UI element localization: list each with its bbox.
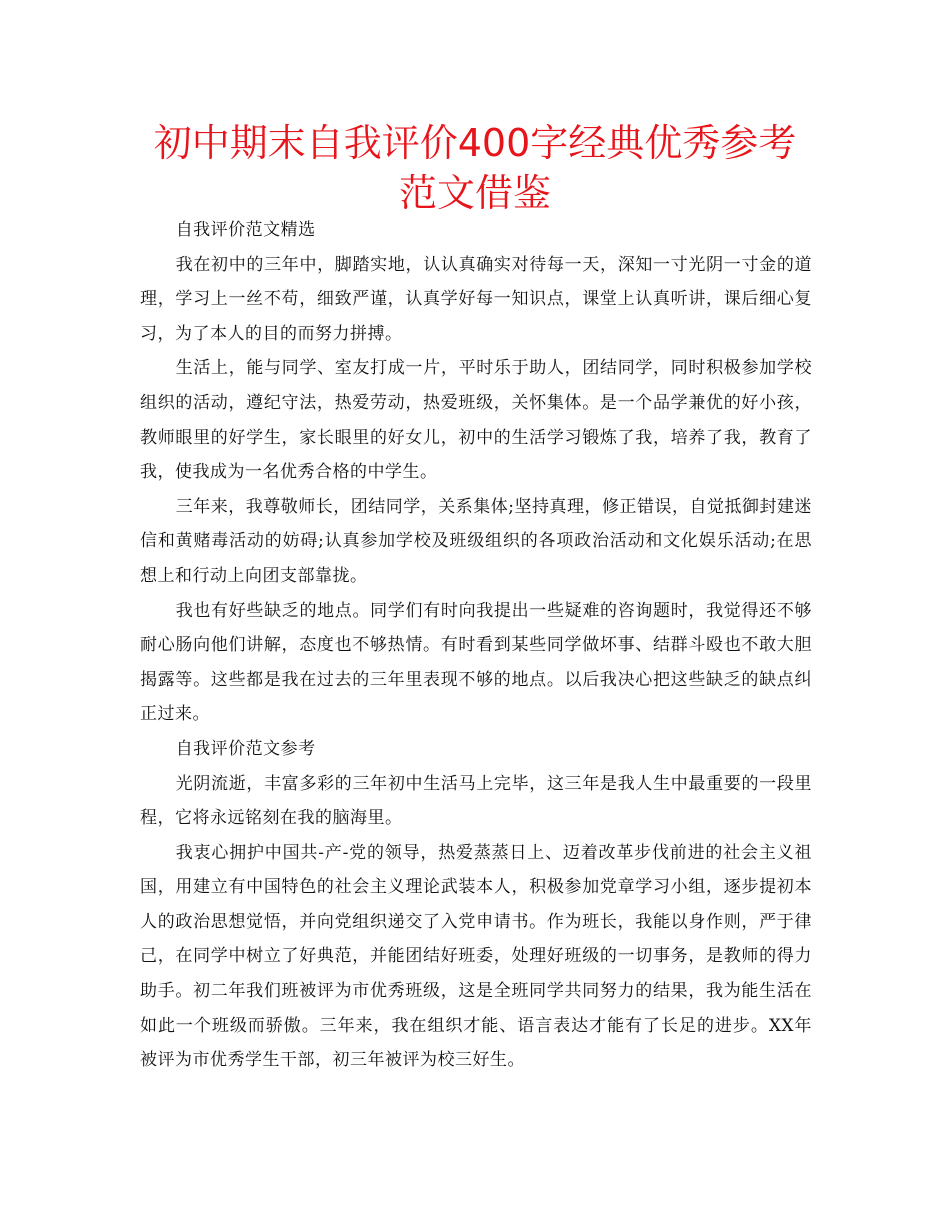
paragraph-politics-class: 我衷心拥护中国共-产-党的领导，热爱蒸蒸日上、迈着改革步伐前进的社会主义祖国，用建立有中国特色的社会主义理论武装本人，积极参加党章学习小组，逐步提初本人的政治思想觉悟，并向党组织递交了入党申请书。作为班长，我能以身作则，严于律己，在同学中树立了好典范，并能团结好班委，处理好班级的一切事务，是教师的得力助手。初二年我们班被评为市优秀班级，这是全班同学共同努力的结果，我为能生活在如此一个班级而骄傲。三年来，我在组织才能、语言表达才能有了长足的进步。XX年被评为市优秀学生干部，初三年被评为校三好生。 bbox=[140, 842, 812, 1071]
paragraph-time-passes: 光阴流逝，丰富多彩的三年初中生活马上完毕，这三年是我人生中最重要的一段里程，它将永远铭刻在我的脑海里。 bbox=[140, 773, 812, 829]
document-body bbox=[140, 213, 812, 1078]
paragraph-shortcomings: 我也有好些缺乏的地点。同学们有时向我提出一些疑难的咨询题时，我觉得还不够耐心肠向他们讲解，态度也不够热情。有时看到某些同学做坏事、结群斗殴也不敢大胆揭露等。这些都是我在过去的三年里表现不够的地点。以后我决心把这些缺乏的缺点纠正过来。 bbox=[140, 600, 812, 725]
document-title: 初中期末自我评价400字经典优秀参考范文借鉴 bbox=[153, 121, 797, 215]
paragraph-study: 我在初中的三年中，脚踏实地，认认真确实对待每一天，深知一寸光阴一寸金的道理，学习上一丝不苟，细致严谨，认真学好每一知识点，课堂上认真听讲，课后细心复习，为了本人的目的而努力拼搏。 bbox=[140, 254, 812, 344]
section-heading-reference: 自我评价范文参考 bbox=[175, 738, 316, 759]
section-heading-selected: 自我评价范文精选 bbox=[175, 220, 316, 240]
paragraph-three-years: 三年来，我尊敬师长，团结同学，关系集体;坚持真理，修正错误，自觉抵御封建迷信和黄赌毒活动的妨碍;认真参加学校及班级组织的各项政治活动和文化娱乐活动;在思想上和行动上向团支部靠拢。 bbox=[140, 496, 812, 586]
paragraph-life: 生活上，能与同学、室友打成一片，平时乐于助人，团结同学，同时积极参加学校组织的活动，遵纪守法，热爱劳动，热爱班级，关怀集体。是一个品学兼优的好小孩，教师眼里的好学生，家长眼里的好女儿，初中的生活学习锻炼了我，培养了我，教育了我，使我成为一名优秀合格的中学生。 bbox=[140, 358, 812, 483]
